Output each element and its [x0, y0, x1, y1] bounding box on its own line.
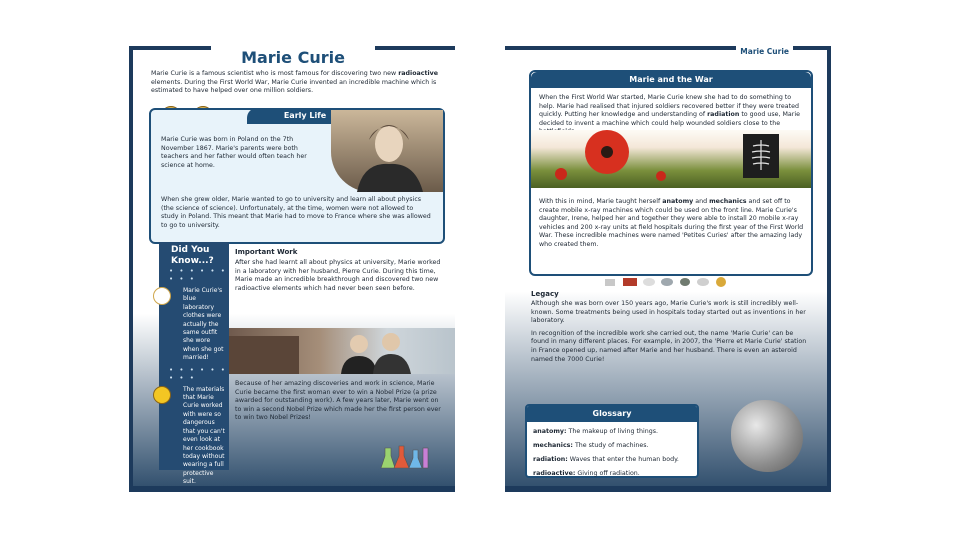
poppy-icon: [531, 130, 811, 188]
war-heading: Marie and the War: [531, 72, 811, 88]
important-work-section: [235, 248, 441, 293]
glossary-heading: Glossary: [527, 406, 697, 422]
did-you-know-panel: [159, 242, 229, 486]
radiation-icon: [153, 386, 171, 404]
legacy-section: [531, 290, 811, 364]
glossary-item: anatomy: The makeup of living things.: [533, 428, 659, 435]
legacy-para2: In recognition of the incredible work she carried out, the name 'Marie Curie' can be found in many different places. For example, in 2007, the 'Pierre et Marie Curie' station in France opened up, named after Marie and her husband. There is even an asteroid named the 7000 Curie!: [531, 329, 807, 363]
important-work-para1: After she had learnt all about physics at university, Marie worked in a laboratory with her husband, Pierre Curie. During this time, Marie made an incredible breakthrough and discovered two new radioactive elements which had never been seen before.: [235, 259, 441, 292]
photo-figures-icon: [229, 328, 455, 374]
legacy-heading: Legacy: [531, 290, 559, 298]
important-work-para2: Because of her amazing discoveries and work in science, Marie Curie became the first woman ever to win a Nobel Prize (a prize awarded for outstanding work). A few years later, Marie went on to win a second Nobel Prize which made her the first person ever to win two Nobel Prizes!: [235, 380, 441, 422]
early-life-box: [149, 108, 445, 244]
flasks-icon: [379, 444, 431, 470]
war-box: [529, 70, 813, 276]
page-two: [505, 46, 831, 492]
bottom-border: [129, 486, 455, 492]
fact-one: Marie Curie's blue laboratory clothes were actually the same outfit she wore when she got married!: [183, 287, 224, 362]
marie-curie-portrait: [331, 110, 443, 192]
lab-coat-icon: [153, 287, 171, 305]
war-para2: With this in mind, Marie taught herself anatomy and mechanics and set off to create mobile x-ray machines which could be used on the front line. Marie Curie's daughter, Irene, helped her and together they were able to install 20 mobile x-ray vehicles and 200 x-ray units at field hospitals during the first year of the First World War. These incredible machines were named 'Petites Curies' after the amazing lady who created them.: [539, 198, 804, 248]
important-work-heading: Important Work: [235, 248, 298, 256]
early-life-para1: Marie Curie was born in Poland on the 7th November 1867. Marie's parents were both teachers and her father would often teach her science at home.: [161, 136, 307, 169]
glossary-item: radioactive: Giving off radiation.: [533, 470, 640, 477]
page-header: Marie Curie: [736, 46, 793, 58]
right-border: [827, 46, 831, 492]
did-you-know-title: Did You Know...?: [171, 245, 214, 266]
asteroid-image: [731, 400, 803, 472]
bottom-border: [505, 486, 831, 492]
glossary-item: radiation: Waves that enter the human body.: [533, 456, 679, 463]
left-border: [129, 46, 133, 492]
intro-text: Marie Curie is a famous scientist who is most famous for discovering two new radioactive elements. During the First World War, Marie Curie invented an incredible machine which is estimated to have helped over one million soldiers.: [151, 70, 439, 95]
poppy-field-image: [531, 130, 811, 188]
page-one: [129, 46, 455, 492]
element-samples-icon: [605, 276, 745, 288]
glossary-box: [525, 404, 699, 478]
early-life-para2: When she grew older, Marie wanted to go to university and learn all about physics (the science of science). Unfortunately, at the time, women were not allowed to study in Poland. This meant that Marie had to move to France where she was allowed to go to university.: [161, 196, 431, 229]
early-life-heading: Early Life: [247, 108, 363, 124]
curie-couple-photo: [229, 328, 455, 374]
portrait-silhouette-icon: [331, 110, 443, 192]
dot-divider: • • • • • • • • •: [169, 365, 227, 382]
glossary-item: mechanics: The study of machines.: [533, 442, 649, 449]
war-para1: When the First World War started, Marie Curie knew she had to do something to help. Marie had realised that injured soldiers recovered better if they were treated quickly. Putting her knowledge and understanding of radiation to good use, Marie decided to invent a machine which could help wounded soldiers close to the: [539, 94, 801, 127]
fact-two: The materials that Marie Curie worked with were so dangerous that you can't even look at her cookbook today without wearing a full protective suit.: [183, 385, 225, 486]
legacy-para1: Although she was born over 150 years ago, Marie Curie's work is still incredibly well-known. Some treatments being used in hospitals today started out as inventions in her laboratory.: [531, 300, 806, 325]
glossary-list: [527, 428, 697, 477]
dot-divider: • • • • • • • • •: [169, 267, 227, 283]
page-title: Marie Curie: [211, 46, 375, 72]
